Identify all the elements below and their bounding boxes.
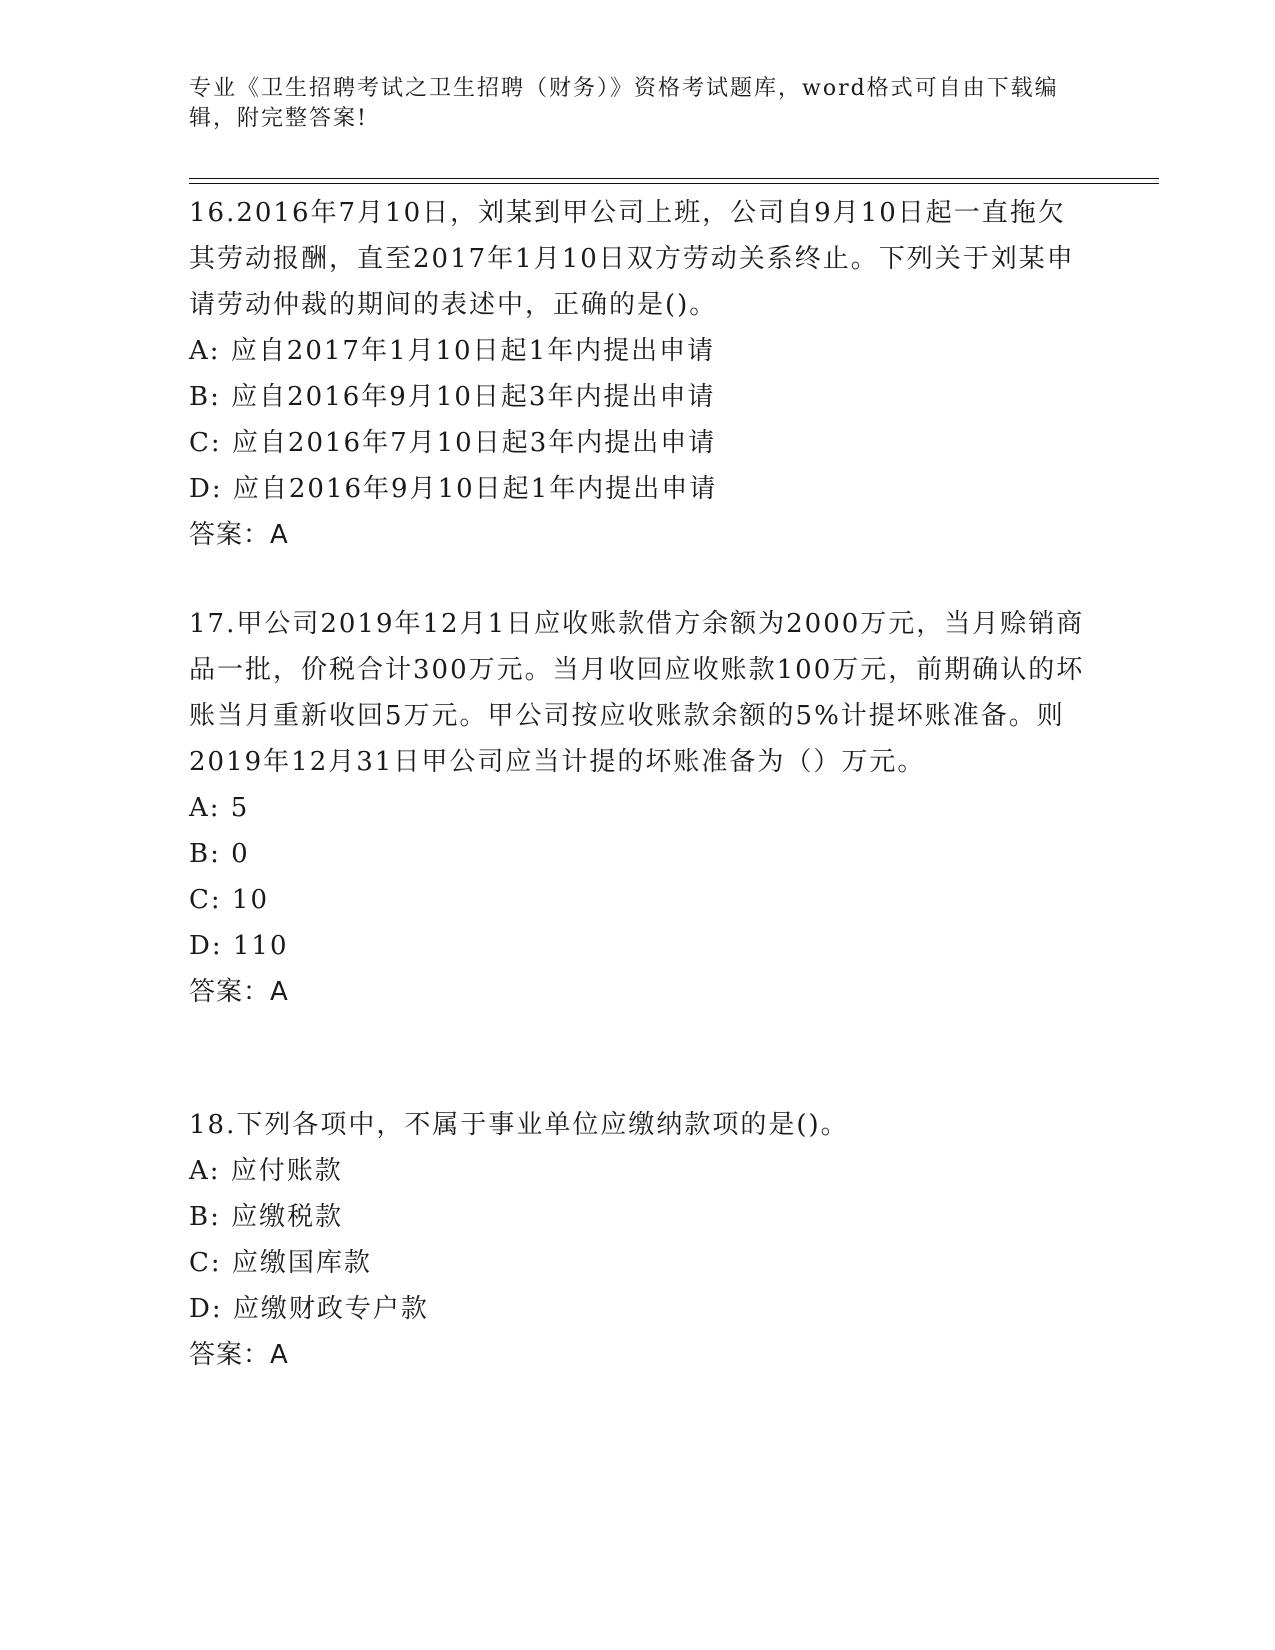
document-header: 专业《卫生招聘考试之卫生招聘（财务）》资格考试题库，word格式可自由下载编辑，附完整答案! <box>189 76 1059 131</box>
header-divider-bottom <box>189 183 1159 184</box>
option-b: B: 应自2016年9月10日起3年内提出申请 <box>189 382 716 412</box>
header-divider-top <box>189 178 1159 179</box>
question-stem: 16.2016年7月10日，刘某到甲公司上班，公司自9月10日起一直拖欠其劳动报酬，直至2017年1月10日双方劳动关系终止。下列关于刘某申请劳动仲裁的期间的表述中，正确的是()。 <box>189 198 1075 320</box>
option-a: A: 5 <box>189 793 250 823</box>
answer: 答案：A <box>189 1340 289 1370</box>
question-17 <box>189 601 1089 1015</box>
question-stem: 17.甲公司2019年12月1日应收账款借方余额为2000万元，当月赊销商品一批，价税合计300万元。当月收回应收账款100万元，前期确认的坏账当月重新收回5万元。甲公司按应收账款余额的5%计提坏账准备。则2019年12月31日甲公司应当计提的坏账准备为（）万元。 <box>189 609 1085 777</box>
option-d: D: 应自2016年9月10日起1年内提出申请 <box>189 474 718 504</box>
answer: 答案：A <box>189 977 289 1007</box>
option-b: B: 0 <box>189 839 250 869</box>
option-a: A: 应自2017年1月10日起1年内提出申请 <box>189 336 716 366</box>
option-c: C: 应缴国库款 <box>189 1248 372 1278</box>
answer: 答案：A <box>189 520 289 550</box>
option-c: C: 10 <box>189 885 270 915</box>
question-18 <box>189 1102 1089 1378</box>
option-d: D: 应缴财政专户款 <box>189 1294 429 1324</box>
option-a: A: 应付账款 <box>189 1156 343 1186</box>
option-d: D: 110 <box>189 931 289 961</box>
option-c: C: 应自2016年7月10日起3年内提出申请 <box>189 428 717 458</box>
question-stem: 18.下列各项中，不属于事业单位应缴纳款项的是()。 <box>189 1110 849 1140</box>
option-b: B: 应缴税款 <box>189 1202 344 1232</box>
question-16 <box>189 190 1089 558</box>
